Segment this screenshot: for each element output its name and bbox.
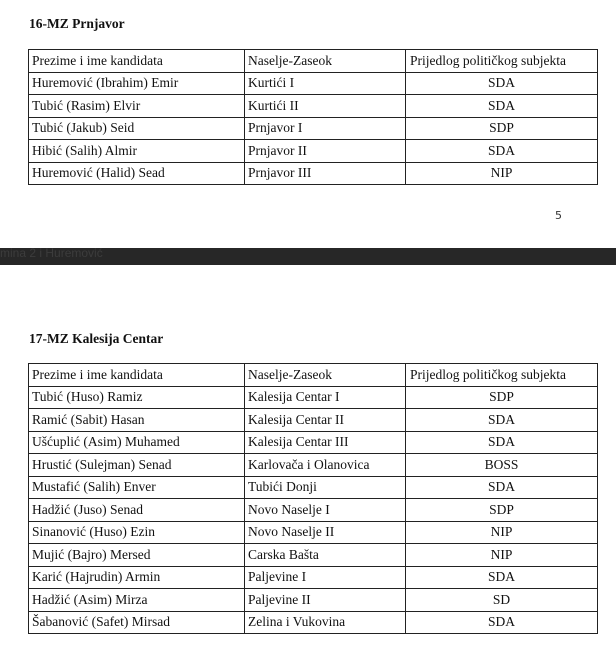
table-row xyxy=(29,544,598,567)
party-cell: SDA xyxy=(406,140,598,163)
candidate-name-cell: Sinanović (Huso) Ezin xyxy=(29,521,245,544)
header-candidate-name: Prezime i ime kandidata xyxy=(29,364,245,387)
candidate-name-cell: Hibić (Salih) Almir xyxy=(29,140,245,163)
page-number: 5 xyxy=(555,209,562,222)
table-row xyxy=(29,521,598,544)
table-row xyxy=(29,476,598,499)
table-row xyxy=(29,409,598,432)
candidate-name-cell: Huremović (Halid) Sead xyxy=(29,162,245,185)
settlement-cell: Kalesija Centar II xyxy=(245,409,406,432)
party-cell: NIP xyxy=(406,521,598,544)
settlement-cell: Kalesija Centar I xyxy=(245,386,406,409)
settlement-cell: Novo Naselje I xyxy=(245,499,406,522)
table-header-row xyxy=(29,50,598,73)
header-settlement: Naselje-Zaseok xyxy=(245,364,406,387)
table-header-row xyxy=(29,364,598,387)
document-page-5 xyxy=(0,0,616,248)
party-cell: SDA xyxy=(406,476,598,499)
header-party: Prijedlog političkog subjekta xyxy=(406,50,598,73)
settlement-cell: Karlovača i Olanovica xyxy=(245,454,406,477)
candidate-name-cell: Mujić (Bajro) Mersed xyxy=(29,544,245,567)
settlement-cell: Prnjavor III xyxy=(245,162,406,185)
table-row xyxy=(29,140,598,163)
settlement-cell: Kalesija Centar III xyxy=(245,431,406,454)
settlement-cell: Novo Naselje II xyxy=(245,521,406,544)
candidate-name-cell: Šabanović (Safet) Mirsad xyxy=(29,611,245,634)
header-candidate-name: Prezime i ime kandidata xyxy=(29,50,245,73)
table-row xyxy=(29,611,598,634)
candidate-name-cell: Hadžić (Juso) Senad xyxy=(29,499,245,522)
table-row xyxy=(29,566,598,589)
party-cell: SDP xyxy=(406,499,598,522)
page-separator-bar xyxy=(0,248,616,265)
party-cell: SD xyxy=(406,589,598,612)
table-row xyxy=(29,499,598,522)
party-cell: SDA xyxy=(406,566,598,589)
party-cell: BOSS xyxy=(406,454,598,477)
candidate-name-cell: Tubić (Rasim) Elvir xyxy=(29,95,245,118)
settlement-cell: Prnjavor II xyxy=(245,140,406,163)
candidate-name-cell: Tubić (Jakub) Seid xyxy=(29,117,245,140)
table-row xyxy=(29,117,598,140)
settlement-cell: Kurtići II xyxy=(245,95,406,118)
table-row xyxy=(29,454,598,477)
party-cell: SDP xyxy=(406,386,598,409)
settlement-cell: Paljevine I xyxy=(245,566,406,589)
candidate-name-cell: Mustafić (Salih) Enver xyxy=(29,476,245,499)
candidate-name-cell: Tubić (Huso) Ramiz xyxy=(29,386,245,409)
party-cell: SDA xyxy=(406,431,598,454)
candidate-name-cell: Huremović (Ibrahim) Emir xyxy=(29,72,245,95)
section-title: 16-MZ Prnjavor xyxy=(29,16,125,31)
party-cell: SDA xyxy=(406,95,598,118)
party-cell: NIP xyxy=(406,162,598,185)
table-row xyxy=(29,162,598,185)
party-cell: NIP xyxy=(406,544,598,567)
table-row xyxy=(29,589,598,612)
section-title: 17-MZ Kalesija Centar xyxy=(29,331,164,346)
table-row xyxy=(29,431,598,454)
document-page-6 xyxy=(0,265,616,659)
header-settlement: Naselje-Zaseok xyxy=(245,50,406,73)
candidate-name-cell: Hrustić (Sulejman) Senad xyxy=(29,454,245,477)
settlement-cell: Kurtići I xyxy=(245,72,406,95)
settlement-cell: Paljevine II xyxy=(245,589,406,612)
table-row xyxy=(29,386,598,409)
settlement-cell: Prnjavor I xyxy=(245,117,406,140)
candidate-name-cell: Hadžić (Asim) Mirza xyxy=(29,589,245,612)
candidates-table xyxy=(28,363,598,634)
candidate-name-cell: Karić (Hajrudin) Armin xyxy=(29,566,245,589)
candidates-table xyxy=(28,49,598,185)
party-cell: SDP xyxy=(406,117,598,140)
settlement-cell: Zelina i Vukovina xyxy=(245,611,406,634)
table-row xyxy=(29,95,598,118)
header-party: Prijedlog političkog subjekta xyxy=(406,364,598,387)
document-name-label: mina 2 i Huremović xyxy=(0,246,103,260)
candidate-name-cell: Ušćuplić (Asim) Muhamed xyxy=(29,431,245,454)
settlement-cell: Carska Bašta xyxy=(245,544,406,567)
party-cell: SDA xyxy=(406,72,598,95)
party-cell: SDA xyxy=(406,409,598,432)
candidate-name-cell: Ramić (Sabit) Hasan xyxy=(29,409,245,432)
party-cell: SDA xyxy=(406,611,598,634)
settlement-cell: Tubići Donji xyxy=(245,476,406,499)
table-row xyxy=(29,72,598,95)
